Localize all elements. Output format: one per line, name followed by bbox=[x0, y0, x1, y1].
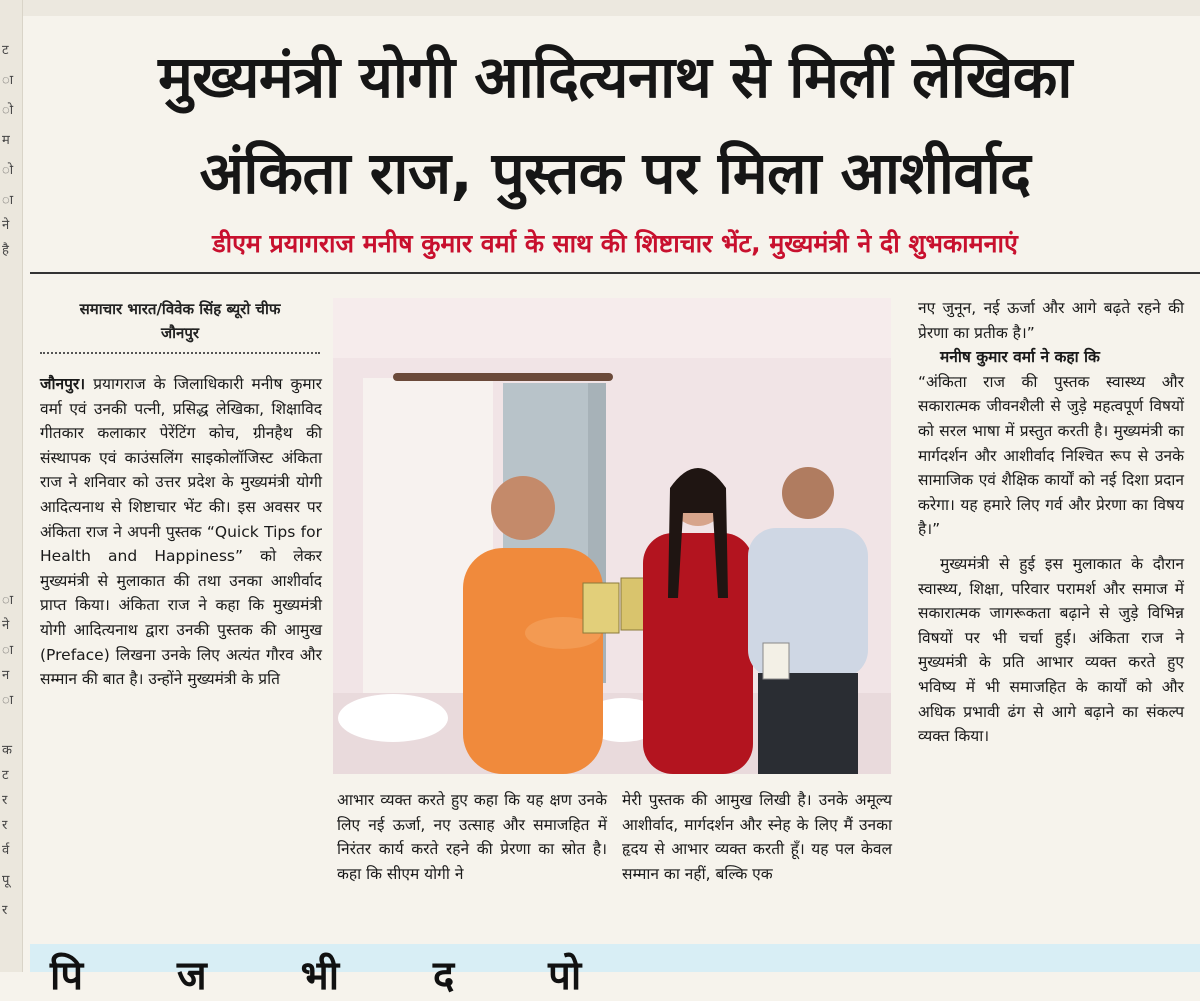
strip-glyph: ा bbox=[2, 643, 14, 658]
strip-glyph: ा bbox=[2, 193, 14, 208]
strip-glyph: है bbox=[2, 243, 9, 258]
adjacent-column-strip bbox=[0, 0, 23, 972]
byline-divider bbox=[40, 352, 320, 354]
strip-glyph: ट bbox=[2, 43, 9, 58]
column-4-text-b: “अंकिता राज की पुस्तक स्वास्थ्य और सकारात्मक जीवनशैली से जुड़े महत्वपूर्ण विषयों को सरल भाषा में प्रस्तुत करती है। मुख्यमंत्री का मार्गदर्शन और आशीर्वाद निश्चित रूप से उनके सामाजिक एवं शैक्षिक कार्यों को नई दिशा प्रदान करेगा। यह हमारे लिए गर्व और प्रेरणा का विषय है।” bbox=[918, 372, 1184, 539]
strip-glyph: ने bbox=[2, 218, 10, 233]
article-column-1 bbox=[40, 372, 322, 692]
article-column-4 bbox=[918, 296, 1184, 749]
strip-glyph: न bbox=[2, 668, 10, 683]
curtain-rod bbox=[393, 373, 613, 381]
article-column-3 bbox=[622, 788, 892, 886]
headline-line-1: मुख्यमंत्री योगी आदित्यनाथ से मिलीं लेखिका bbox=[158, 43, 1072, 111]
person-in-red bbox=[643, 533, 753, 774]
strip-glyph: ा bbox=[2, 73, 14, 88]
dateline: जौनपुर। bbox=[40, 375, 86, 393]
headline-line-2: अंकिता राज, पुस्तक पर मिला आशीर्वाद bbox=[199, 139, 1031, 207]
column-3-text: मेरी पुस्तक की आमुख लिखी है। उनके अमूल्य आशीर्वाद, मार्गदर्शन और स्नेह के लिए मैं उनका हृदय से आभार व्यक्त करती हूँ। यह पल केवल सम्मान का नहीं, बल्कि एक bbox=[622, 791, 892, 883]
article-photo bbox=[333, 298, 891, 774]
strip-glyph: र bbox=[2, 818, 8, 833]
strip-glyph: पू bbox=[2, 873, 10, 888]
byline-place: जौनपुर bbox=[161, 324, 199, 342]
byline-reporter: समाचार भारत/विवेक सिंह ब्यूरो चीफ bbox=[79, 300, 281, 318]
book bbox=[583, 583, 619, 633]
previous-article-edge bbox=[0, 0, 1200, 16]
column-1-text: प्रयागराज के जिलाधिकारी मनीष कुमार वर्मा एवं उनकी पत्नी, प्रसिद्ध लेखिका, शिक्षाविद गीतकार कलाकार पेरेंटिंग कोच, ग्रीनहैथ की संस्थापक एवं काउंसलिंग साइकोलॉजिस्ट अंकिता राज ने शनिवार को उत्तर प्रदेश के मुख्यमंत्री योगी आदित्यनाथ से शिष्टाचार भेंट की। इस अवसर पर अंकिता राज ने अपनी पुस्तक “Quick Tips for Health and Happiness” को लेकर मुख्यमंत्री से मुलाकात की तथा उनका आशीर्वाद प्राप्त किया। अंकिता राज ने कहा कि मुख्यमंत्री योगी आदित्यनाथ द्वारा उनकी पुस्तक की आमुख (Preface) लिखना उनके लिए अत्यंत गौरव और सम्मान की बात है। उन्होंने मुख्यमंत्री के प्रति bbox=[40, 375, 322, 689]
strip-glyph: ो bbox=[2, 163, 14, 178]
header-rule bbox=[30, 272, 1200, 274]
strip-glyph: र bbox=[2, 903, 8, 918]
strip-glyph: ट bbox=[2, 768, 9, 783]
column-4-quote-subhead: मनीष कुमार वर्मा ने कहा कि bbox=[940, 348, 1100, 367]
next-article-headline-fragment: पि ज भी द पो bbox=[50, 953, 622, 999]
strip-glyph: र्व bbox=[2, 843, 10, 858]
byline bbox=[40, 297, 320, 345]
person-in-saffron bbox=[463, 548, 603, 774]
column-4-text-a: नए जुनून, नई ऊर्जा और आगे बढ़ते रहने की प्रेरणा का प्रतीक है।” bbox=[918, 299, 1184, 342]
strip-glyph: क bbox=[2, 743, 12, 758]
article-column-2 bbox=[337, 788, 607, 886]
strip-glyph: ा bbox=[2, 593, 14, 608]
column-2-text: आभार व्यक्त करते हुए कहा कि यह क्षण उनके लिए नई ऊर्जा, नए उत्साह और समाजहित में निरंतर कार्य करते रहने की प्रेरणा का स्रोत है। कहा कि सीएम योगी ने bbox=[337, 791, 607, 883]
strip-glyph: ो bbox=[2, 103, 14, 118]
next-article-band bbox=[30, 944, 1200, 999]
strip-glyph: म bbox=[2, 133, 10, 148]
photo-illustration bbox=[333, 298, 891, 774]
strip-glyph: ा bbox=[2, 693, 14, 708]
subheadline: डीएम प्रयागराज मनीष कुमार वर्मा के साथ की शिष्टाचार भेंट, मुख्यमंत्री ने दी शुभकामनाएं bbox=[212, 229, 1018, 258]
column-4-text-c: मुख्यमंत्री से हुई इस मुलाकात के दौरान स्वास्थ्य, शिक्षा, परिवार परामर्श और समाज में सकारात्मक जागरूकता बढ़ाने से जुड़े विभिन्न विषयों पर भी चर्चा हुई। अंकिता राज ने मुख्यमंत्री के प्रति आभार व्यक्त करते हुए भविष्य में भी समाजहित के कार्यों को और अधिक प्रभावी ढंग से आगे बढ़ाने का संकल्प व्यक्त किया। bbox=[918, 554, 1184, 746]
strip-glyph: र bbox=[2, 793, 8, 808]
strip-glyph: ने bbox=[2, 618, 10, 633]
